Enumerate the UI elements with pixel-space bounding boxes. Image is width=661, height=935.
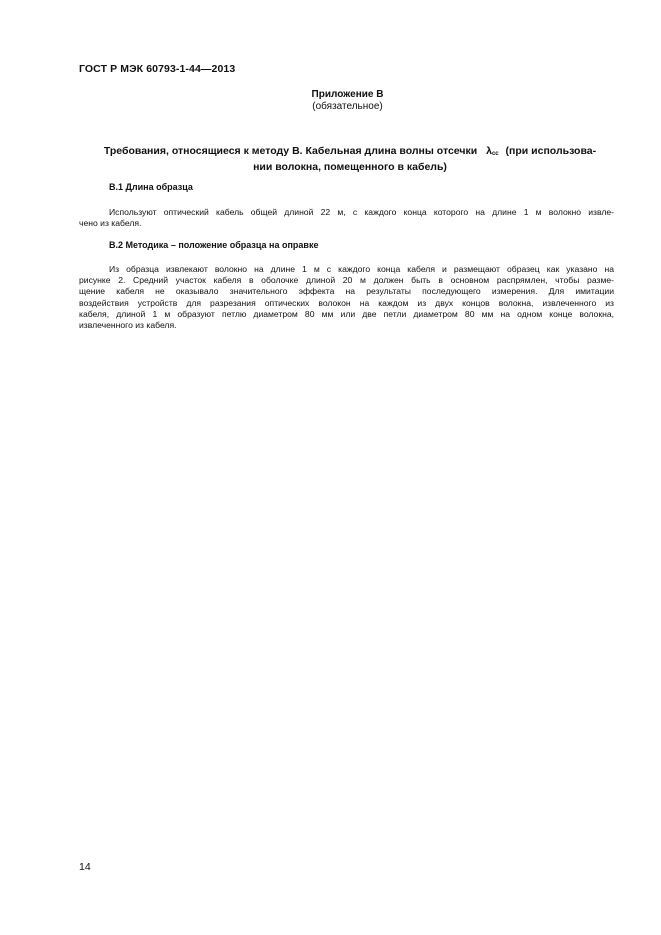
main-title-line-2: нии волокна, помещенного в кабель) (253, 161, 447, 173)
main-title-line-1 (80, 145, 620, 161)
lambda-cc-symbol (486, 145, 499, 157)
annex-block (0, 89, 661, 113)
annex-main-title (80, 145, 620, 174)
lambda-glyph: λ (486, 145, 492, 157)
section-b2-heading: В.2 Методика – положение образца на оправке (109, 240, 319, 250)
paragraph-line: извлеченного из кабеля. (79, 320, 177, 331)
section-b1-heading: В.1 Длина образца (109, 182, 193, 192)
section-b2-paragraph (79, 264, 614, 331)
annex-title: Приложение В (311, 89, 384, 100)
paragraph-line: Используют оптический кабель общей длиной 22 м, с каждого конца которого на длине 1 м волокно извле- (109, 207, 614, 217)
paragraph-line: Из образца извлекают волокно на длине 1 м с каждого конца кабеля и размещают образец как указано на (109, 264, 614, 274)
paragraph-line: воздействия устройств для разрезания оптических волокон на каждом из двух концов волокна, извлеченного из (79, 297, 614, 308)
main-title-text-after: (при использова- (505, 145, 597, 157)
page-number: 14 (79, 861, 91, 873)
paragraph-line: кабеля, длиной 1 м образуют петлю диаметром 80 мм или две петли диаметром 80 мм на одном конце волокна, (79, 308, 614, 319)
paragraph-line: чено из кабеля. (79, 218, 142, 229)
paragraph-line: щение кабеля не оказывало значительного эффекта на результаты последующего измерения. Для имитации (79, 286, 614, 297)
main-title-text-before: Требования, относящиеся к методу В. Кабельная длина волны отсечки (103, 145, 478, 157)
lambda-subscript: cc (491, 151, 499, 157)
section-b1-paragraph (79, 207, 614, 229)
paragraph-line: рисунке 2. Средний участок кабеля в оболочке длиной 20 м должен быть в основном распрямлен, чтобы разме- (79, 275, 614, 286)
annex-status: (обязательное) (312, 101, 383, 112)
standard-header: ГОСТ Р МЭК 60793-1-44—2013 (79, 63, 236, 75)
